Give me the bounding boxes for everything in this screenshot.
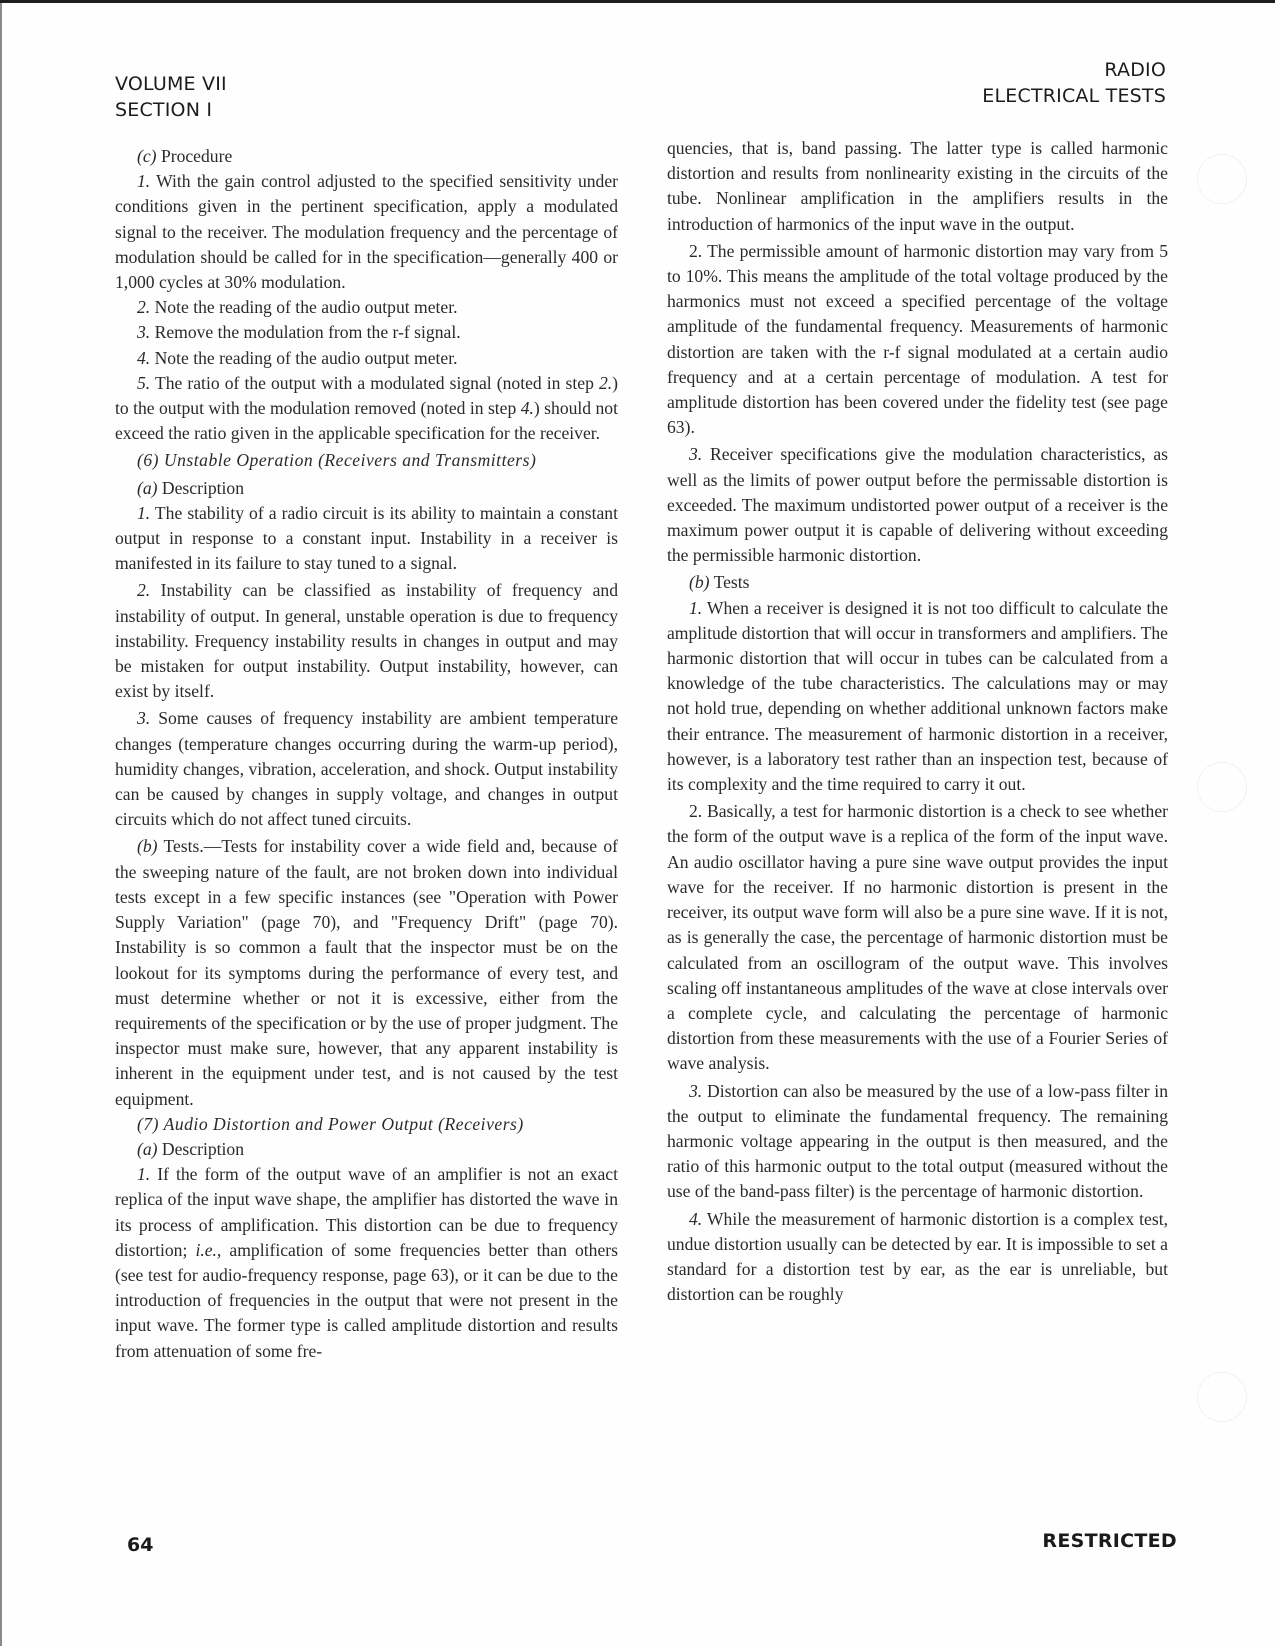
paragraph: 1. With the gain control adjusted to the specified sensitivity under conditions given in the pertinent specification, apply a modulated signal to the receiver. The modulation frequency and the percentage of modulation should be called for in the specification—generally 400 or 1,000 cycles at 30% modulation. [115, 171, 618, 293]
classification-marking: RESTRICTED [1042, 1530, 1177, 1552]
paragraph: 3. Distortion can also be measured by the use of a low-pass filter in the output to eliminate the fundamental frequency. The remaining harmonic voltage appearing in the output is then measured, and the ratio of this harmonic output to the total output (measured without the use of the band-pass filter) is the percentage of harmonic distortion. [667, 1080, 1168, 1202]
subheading-description: (a) Description [137, 1138, 245, 1159]
section-label: SECTION I [115, 99, 213, 121]
chapter-label: ELECTRICAL TESTS [982, 85, 1166, 107]
paragraph: 3. Remove the modulation from the r-f signal. [137, 322, 461, 343]
paragraph: 3. Some causes of frequency instability are ambient temperature changes (temperature changes occurring during the warm-up period), humidity changes, vibration, acceleration, and shock. Output instability can be caused by changes in supply voltage, and changes in output circuits which do not affect tuned circuits. [115, 708, 618, 830]
paragraph: 5. The ratio of the output with a modulated signal (noted in step 2.) to the output with the modulation removed (noted in step 4.) should not exceed the ratio given in the applicable specification for the receiver. [115, 372, 618, 444]
paragraph: 3. Receiver specifications give the modulation characteristics, as well as the limits of power output before the permissable distortion is exceeded. The maximum undistorted power output of a receiver is the maximum power output it is capable of delivering without exceeding the permissible harmonic distortion. [667, 444, 1168, 566]
paragraph: 1. When a receiver is designed it is not too difficult to calculate the amplitude distortion that will occur in transformers and amplifiers. The harmonic distortion that will occur in tubes can be calculated from a knowledge of the tube characteristics. The calculations may or may not hold true, depending on whether additional unknown factors make their entrance. The measurement of harmonic distortion in a receiver, however, is a laboratory test rather than an inspection test, because of its complexity and the time required to carry it out. [667, 597, 1168, 795]
paragraph: 2. Note the reading of the audio output meter. [137, 297, 458, 318]
paragraph-tests: (b) Tests.—Tests for instability cover a wide field and, because of the sweeping nature of the fault, are not broken down into individual tests except in a few specific instances (see "Operation with Power Supply Variation" (page 70), and "Frequency Drift" (page 70). Instability is so common a fault that the inspector must be on the lookout for its symptoms during the performance of every test, and must determine whether or not it is excessive, either from the requirements of the specification or by the use of proper judgment. The inspector must make sure, however, that any apparent instability is inherent in the equipment under test, and is not caused by the test equipment. [115, 836, 618, 1109]
paragraph: 4. While the measurement of harmonic distortion is a complex test, undue distortion usually can be detected by ear. It is impossible to set a standard for a distortion test by ear, as the ear is unreliable, but distortion can be roughly [667, 1208, 1168, 1305]
section-heading-audio-distortion: (7) Audio Distortion and Power Output (Receivers) [137, 1113, 524, 1134]
subheading-tests: (b) Tests [689, 572, 750, 593]
left-column [115, 144, 618, 1364]
punch-hole-mark [1197, 154, 1247, 204]
subheading-description: (a) Description [137, 477, 245, 498]
running-header-right [982, 57, 1166, 109]
paragraph: 2. Basically, a test for harmonic distortion is a check to see whether the form of the output wave is a replica of the form of the input wave. An audio oscillator having a pure sine wave output provides the input wave for the receiver. If no harmonic distortion is present in the receiver, its output wave form will also be a pure sine wave. If it is not, as is generally the case, the percentage of harmonic distortion must be calculated from an oscillogram of the output wave. This involves scaling off instantaneous amplitudes of the wave at close intervals over a complete cycle, and calculating the percentage of harmonic distortion from these measurements with the use of a Fourier Series of wave analysis. [667, 801, 1168, 1074]
scan-left-edge [0, 3, 2, 1646]
section-heading-unstable-operation: (6) Unstable Operation (Receivers and Transmitters) [137, 450, 537, 471]
volume-label: VOLUME VII [115, 73, 227, 95]
paragraph: 4. Note the reading of the audio output meter. [137, 347, 458, 368]
subject-label: RADIO [1104, 59, 1166, 81]
paragraph: 2. The permissible amount of harmonic distortion may vary from 5 to 10%. This means the amplitude of the total voltage produced by the harmonics must not exceed a specified percentage of the voltage amplitude of the fundamental frequency. Measurements of harmonic distortion are taken with the r-f signal modulated at a certain audio frequency and at a certain percentage of modulation. A test for amplitude distortion has been covered under the fidelity test (see page 63). [667, 240, 1168, 438]
paragraph-continued: quencies, that is, band passing. The latter type is called harmonic distortion and results from nonlinearity existing in the circuits of the tube. Nonlinear amplification in the amplifiers results in the introduction of harmonics of the input wave in the output. [667, 138, 1168, 234]
scan-top-border [0, 0, 1275, 3]
right-column [667, 136, 1168, 1307]
punch-hole-mark [1197, 1372, 1247, 1422]
page-number: 64 [127, 1534, 154, 1556]
running-header-left [115, 71, 227, 123]
paragraph: 1. The stability of a radio circuit is its ability to maintain a constant output in response to a constant input. Instability in a receiver is manifested in its failure to stay tuned to a signal. [115, 502, 618, 574]
paragraph: 1. If the form of the output wave of an amplifier is not an exact replica of the input wave shape, the amplifier has distorted the wave in its process of amplification. This distortion can be due to frequency distortion; i.e., amplification of some frequencies better than others (see test for audio-frequency response, page 63), or it can be due to the introduction of frequencies in the output that were not present in the input wave. The former type is called amplitude distortion and results from attenuation of some fre- [115, 1164, 618, 1361]
punch-hole-mark [1197, 762, 1247, 812]
paragraph: 2. Instability can be classified as instability of frequency and instability of output. In general, unstable operation is due to frequency instability. Frequency instability results in changes in output and may be mistaken for output instability. Output instability, however, can exist by itself. [115, 580, 618, 702]
subheading-procedure: (c) Procedure [137, 146, 233, 166]
